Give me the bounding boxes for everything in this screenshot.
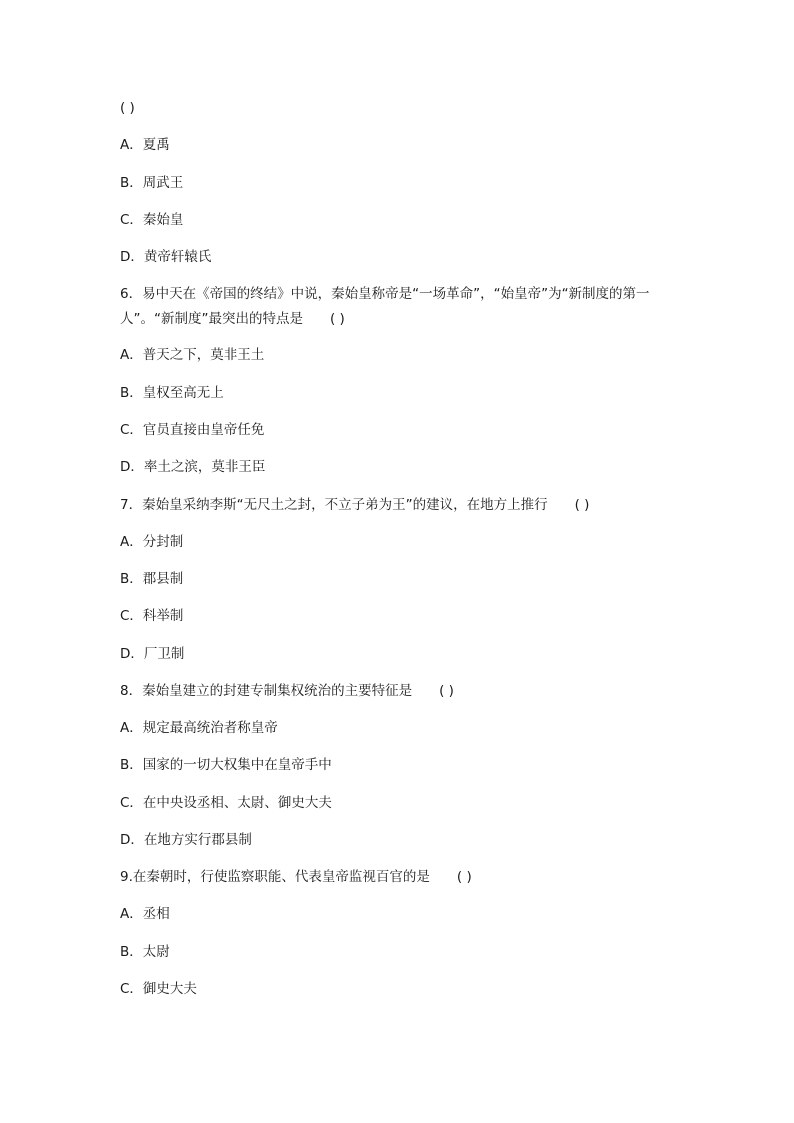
q7-option-b: B．郡县制	[120, 571, 184, 587]
question-5-bracket: ( )	[120, 100, 135, 116]
q5-option-b: B．周武王	[120, 175, 184, 191]
q9-option-b: B．太尉	[120, 944, 170, 960]
q8-option-d: D．在地方实行郡县制	[120, 832, 252, 848]
q7-option-a: A．分封制	[120, 534, 184, 550]
q6-option-d: D．率土之滨，莫非王臣	[120, 459, 266, 475]
q8-option-c: C．在中央设丞相、太尉、御史大夫	[120, 795, 332, 811]
q5-option-d: D．黄帝轩辕氏	[120, 249, 212, 265]
q8-option-a: A．规定最高统治者称皇帝	[120, 720, 278, 736]
q6-option-c: C．官员直接由皇帝任免	[120, 422, 265, 438]
q6-option-b: B．皇权至高无上	[120, 385, 224, 401]
q5-option-a: A．夏禹	[120, 137, 170, 153]
q6-option-a: A．普天之下，莫非王土	[120, 347, 265, 363]
question-9-stem: 9.在秦朝时，行使监察职能、代表皇帝监视百官的是 ( )	[120, 869, 472, 885]
question-7-stem: 7．秦始皇采纳李斯“无尺土之封，不立子弟为王”的建议，在地方上推行 ( )	[120, 497, 590, 513]
q7-option-c: C．科举制	[120, 608, 184, 624]
q9-option-c: C．御史大夫	[120, 981, 197, 997]
q8-option-b: B．国家的一切大权集中在皇帝手中	[120, 757, 332, 773]
q5-option-c: C．秦始皇	[120, 212, 184, 228]
q9-option-a: A．丞相	[120, 906, 170, 922]
question-8-stem: 8．秦始皇建立的封建专制集权统治的主要特征是 ( )	[120, 683, 454, 699]
q7-option-d: D．厂卫制	[120, 646, 185, 662]
question-6-stem: 6．易中天在《帝国的终结》中说，秦始皇称帝是“一场革命”，“始皇帝”为“新制度的第一人”。“新制度”最突出的特点是 ( )	[120, 286, 650, 327]
